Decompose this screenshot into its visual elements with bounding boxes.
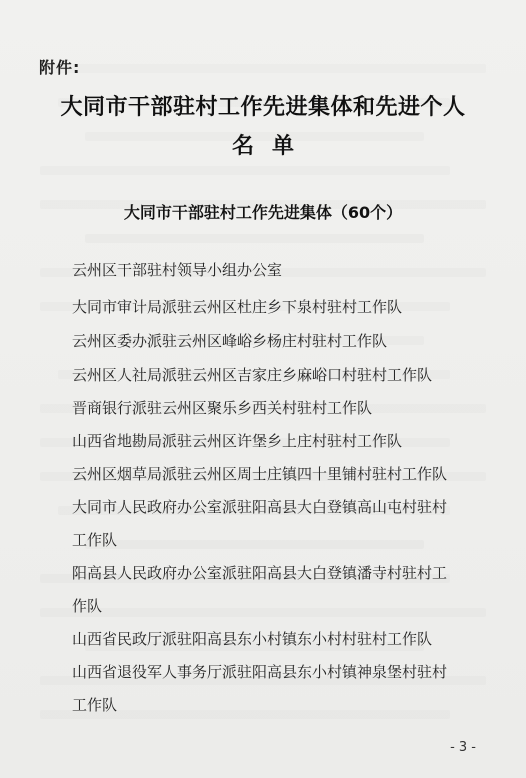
list-item: 山西省退役军人事务厅派驻阳高县东小村镇神泉堡村驻村: [72, 663, 448, 681]
document-title-line-1: 大同市干部驻村工作先进集体和先进个人: [60, 95, 466, 120]
list-item: 山西省民政厅派驻阳高县东小村镇东小村村驻村工作队: [72, 630, 433, 648]
list-item: 云州区人社局派驻云州区吉家庄乡麻峪口村驻村工作队: [72, 366, 433, 384]
list-item-continuation: 作队: [72, 597, 103, 615]
list-item: 云州区烟草局派驻云州区周士庄镇四十里铺村驻村工作队: [72, 465, 448, 483]
attachment-label: 附件:: [39, 58, 81, 77]
list-item: 云州区委办派驻云州区峰峪乡杨庄村驻村工作队: [72, 332, 388, 350]
list-item: 云州区干部驻村领导小组办公室: [72, 261, 283, 279]
list-item: 晋商银行派驻云州区聚乐乡西关村驻村工作队: [72, 399, 373, 417]
page-number: - 3 -: [450, 740, 476, 755]
list-item: 山西省地勘局派驻云州区许堡乡上庄村驻村工作队: [72, 432, 403, 450]
section-heading: 大同市干部驻村工作先进集体（60个）: [123, 203, 403, 222]
list-item-continuation: 工作队: [72, 531, 118, 549]
list-item-continuation: 工作队: [72, 696, 118, 714]
list-item: 大同市人民政府办公室派驻阳高县大白登镇高山屯村驻村: [72, 498, 448, 516]
list-item: 阳高县人民政府办公室派驻阳高县大白登镇潘寺村驻村工: [72, 564, 448, 582]
document-title-line-2: 名单: [231, 134, 312, 159]
list-item: 大同市审计局派驻云州区杜庄乡下泉村驻村工作队: [72, 298, 403, 316]
